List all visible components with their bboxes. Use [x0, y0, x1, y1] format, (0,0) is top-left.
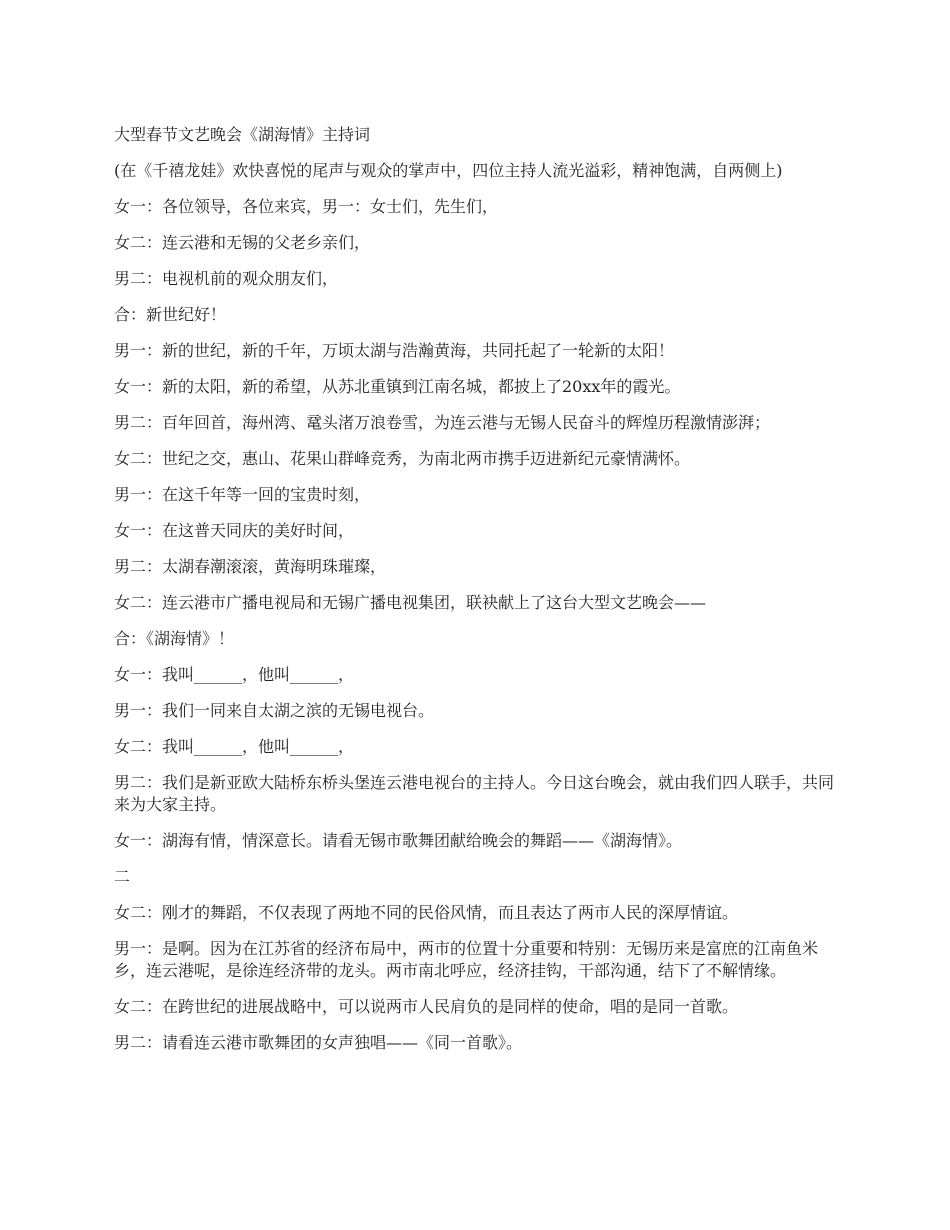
- paragraph-line: 男二：请看连云港市歌舞团的女声独唱——《同一首歌》。: [114, 1033, 523, 1052]
- paragraph-line: 男二：百年回首，海州湾、鼋头渚万浪卷雪，为连云港与无锡人民奋斗的辉煌历程激情澎湃；: [114, 413, 771, 432]
- paragraph-line: 合：新世纪好！: [114, 305, 227, 324]
- paragraph-line: 男二：太湖春潮滚滚，黄海明珠璀璨，: [114, 557, 387, 576]
- paragraph-line: 男二：我们是新亚欧大陆桥东桥头堡连云港电视台的主持人。今日这台晚会，就由我们四人联手，共同来为大家主持。: [114, 773, 835, 814]
- paragraph-line: 男一：是啊。因为在江苏省的经济布局中，两市的位置十分重要和特别：无锡历来是富庶的江南鱼米乡，连云港呢，是徐连经济带的龙头。两市南北呼应，经济挂钩，干部沟通，结下了不解情缘。: [114, 939, 819, 980]
- paragraph-line: 女二：在跨世纪的进展战略中，可以说两市人民肩负的是同样的使命，唱的是同一首歌。: [114, 997, 739, 1016]
- paragraph-line: 男一：新的世纪，新的千年，万顷太湖与浩瀚黄海，共同托起了一轮新的太阳！: [114, 341, 675, 360]
- paragraph-line: 男一：在这千年等一回的宝贵时刻，: [114, 485, 371, 504]
- paragraph-line: 女二：刚才的舞蹈，不仅表现了两地不同的民俗风情，而且表达了两市人民的深厚情谊。: [114, 903, 739, 922]
- paragraph-line: 男一：我们一同来自太湖之滨的无锡电视台。: [114, 701, 435, 720]
- section-marker: 二: [114, 867, 131, 886]
- document-title: 大型春节文艺晚会《湖海情》主持词: [114, 125, 371, 144]
- paragraph-line: 女二：我叫______，他叫______，: [114, 737, 355, 756]
- document-page: [114, 124, 842, 1068]
- paragraph-line: 女二：世纪之交，惠山、花果山群峰竞秀，为南北两市携手迈进新纪元豪情满怀。: [114, 449, 691, 468]
- paragraph-line: 合：《湖海情》！: [114, 629, 235, 648]
- paragraph-line: 女一：湖海有情，情深意长。请看无锡市歌舞团献给晚会的舞蹈——《湖海情》。: [114, 831, 683, 850]
- paragraph-line: 女二：连云港市广播电视局和无锡广播电视集团，联袂献上了这台大型文艺晚会——: [114, 593, 707, 612]
- paragraph-stage-direction: (在《千禧龙娃》欢快喜悦的尾声与观众的掌声中，四位主持人流光溢彩，精神饱满，自两侧上): [114, 161, 783, 180]
- paragraph-line: 男二：电视机前的观众朋友们，: [114, 269, 339, 288]
- paragraph-line: 女一：我叫______，他叫______，: [114, 665, 355, 684]
- paragraph-line: 女二：连云港和无锡的父老乡亲们，: [114, 233, 371, 252]
- paragraph-line: 女一：在这普天同庆的美好时间，: [114, 521, 355, 540]
- paragraph-line: 女一：各位领导，各位来宾，男一：女士们，先生们，: [114, 197, 499, 216]
- paragraph-line: 女一：新的太阳，新的希望，从苏北重镇到江南名城，都披上了20xx年的霞光。: [114, 377, 681, 396]
